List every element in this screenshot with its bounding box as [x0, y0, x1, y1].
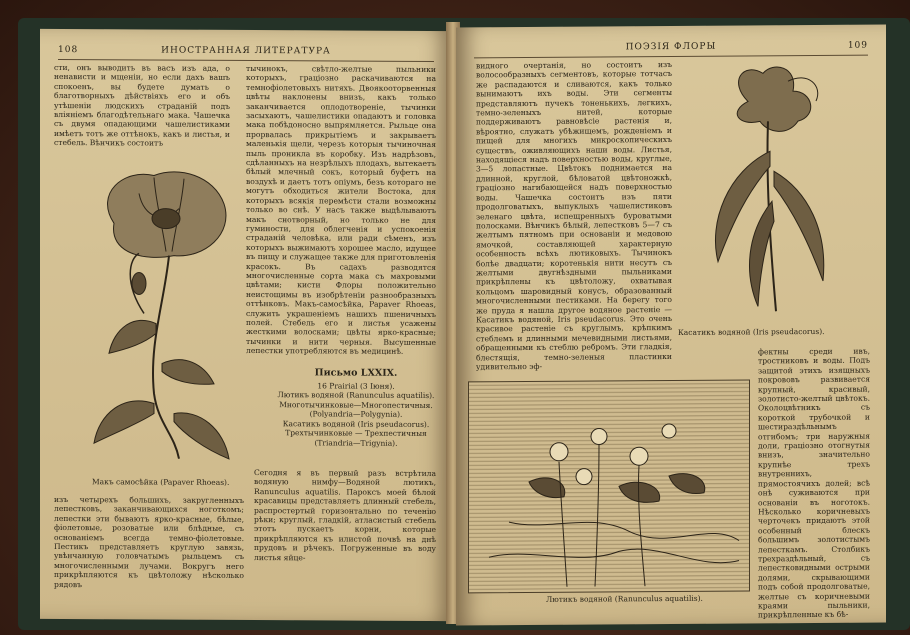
- left-col-a-bottom: [54, 495, 244, 608]
- paragraph: фектны среди ивъ, тростниковъ и воды. Подъ защитой этихъ изящныхъ покрововъ развивается крупный, красивый, золотисто-желтый цвѣтокъ. Околоцвѣтникъ съ короткой трубочкой и шестираздѣльнымъ отгибомъ; три наружныя доли, граціозно отогнутыя внизъ, значительно крупнѣе трехъ внутреннихъ, прямостоячихъ долей; всѣ онѣ суживаются при основаніи въ ноготокъ. Нѣсколько коричневыхъ черточекъ придаютъ этой особенный блескъ большимъ золотистымъ лепесткамъ. Столбикъ трехраздѣльный, съ лепестковидными острыми долями, скрывающими подъ собой продолговатые, желтые съ коричневыми краями пыльники, прикрѣпленные къ бѣ-: [758, 346, 870, 620]
- letter-line-3: Касатикъ водяной (Iris pseudacorus).: [282, 418, 430, 429]
- page-number: 108: [58, 45, 79, 56]
- right-col-main: [476, 60, 672, 375]
- paragraph: тычинокъ, свѣтло-желтые пыльники которыхъ, граціозно раскачиваются на темнофіолетовыхъ нитяхъ. Двоякооторвенныя цвѣты наклонены внизъ, какъ только заканчивается оплодотвореніе, тычинки засыхаютъ, чашелистики опадаютъ и головка мака побѣдоносно выпрямляется. Рыльце она прорвалась прикрытіемъ и закрываетъ маленькія щели, черезъ которыя тычиночная пыль проникла въ коробку. Изъ надрѣзовъ, сдѣланныхъ на незрѣлыхъ плодахъ, вытекаетъ бѣлый млечный сокъ, который буфетъ на воздухѣ и даетъ тотъ опіумъ, безъ котораго не могутъ обходиться жители Востока, для которыхъ всякія перемѣсти стали возможны только во снѣ. У насъ также выдѣлываютъ макъ снотворный, но только не для гуминости, для облегченія и успокоенія страданій человѣка, или ради сѣменъ, изъ которыхъ выжимаютъ хорошее масло, идущее въ пищу и служащее также для приготовленія красокъ. Въ садахъ разводятся многочисленные сорта мака съ махровыми цвѣтами; кисти Флоры положительно неистощимы въ изобрѣтеніи разнообразныхъ оттѣнковъ. Макъ-самосѣйка, Papaver Rhoeas, служить украшеніемъ нашихъ пшеничныхъ полей. Стебель его и листья усажены жесткими волосками; цвѣты ярко-красные; тычинки и нити черныя. Высушенные лепестки употребляются въ медицинѣ.: [246, 64, 436, 357]
- paragraph: изъ четырехъ большихъ, закругленныхъ лепестковъ, заканчивающихся ноготкомъ; лепестки эти бываютъ ярко-красные, бѣлые, фіолетовые, розоватые или блѣдные, съ основаніемъ всегда темно-фіолетовые. Пестикъ представляетъ круглую завязь, увѣнчанную головчатымъ рыльцемъ съ многочисленными лучами. Вокругъ него прикрѣпляются къ цвѣтоложу нѣсколько рядовъ: [54, 494, 244, 589]
- paragraph: видного очертанія, но состоитъ изъ волосообразныхъ сегментовъ, которые тотчасъ же распадаются и сливаются, какъ только вынимаютъ ихъ воды. Эти сегменты представляютъ пучекъ тоненькихъ, легкихъ, темно-зеленыхъ нитей, которые поддерживаютъ равновѣсіе растенія и, вѣроятно, служатъ убѣжищемъ, рожденіемъ и пищей для многихъ микроскопическихъ существъ, оживляющихъ наши воды. Листья, находящіеся надъ поверхностью воды, круглые, 3—5 лопастные. Цвѣтокъ поднимается на длинной, круглой, бѣловатой цвѣтоножкѣ, граціозно нагибающейся надъ поверхностью воды. Чашечка состоитъ изъ пяти продолговатыхъ, выпуклыхъ чашелистиковъ зеленаго цвѣта, испещренныхъ буроватыми полосками. Вѣнчикъ бѣлый, лепестковъ 5—7 съ желтымъ пятномъ при основаніи и медовою ямочкой, составляющей характерную особенность всѣхъ лютиковыхъ. Тычинокъ болѣе двадцати; коротенькія нити несутъ съ желтыми двугнѣздными пыльниками прикрѣплены къ цвѣтоложу, охватывая кольцомъ шаровидный конусъ, образованный многочисленными пестиками. На берегу того же пруда я нашла другое водяное растеніе — Касатикъ водяной, Iris pseudacorus. Это очень красивое растеніе съ круглымъ, крѣпкимъ стеблемъ и длинными мечевидными листьями, обращенными къ стеблю ребромъ. Эти гладкія, блестящія, темно-зеленыя пластинки удивительно эф-: [476, 59, 672, 372]
- poppy-illustration: [84, 163, 242, 470]
- running-title: ИНОСТРАННАЯ ЛИТЕРАТУРА: [161, 45, 331, 57]
- left-page-header: [58, 45, 434, 62]
- letter-line-1: Лютикъ водяной (Ranunculus aquatilis).: [277, 390, 435, 400]
- engraving-caption: Лютикъ водяной (Ranunculus aquatilis).: [546, 593, 703, 604]
- water-buttercup-engraving: [468, 379, 750, 593]
- iris-illustration: [688, 61, 858, 322]
- letter-line-2: Многотычинковые—Многопестичныя. (Polyandria—Polygynia).: [279, 399, 433, 419]
- letter-title: Письмо LXXIX.: [314, 367, 398, 379]
- right-page: [456, 24, 886, 625]
- letter-heading: [276, 368, 436, 448]
- poppy-caption: Макъ самосѣйка (Papaver Rhoeas).: [92, 477, 230, 487]
- letter-date: 16 Prairial (3 Iюня).: [317, 380, 395, 391]
- right-page-header: [474, 41, 868, 59]
- page-number: 109: [847, 40, 868, 51]
- paragraph: Сегодня я въ первый разъ встрѣтила водяную нимфу—Водяной лютикъ, Ranunculus aquatilis. Пароксъ моей бѣлой красавицы представляетъ длинный стебель, распростертый горизонтально по теченію рѣки; круглый, гладкій, атласистый стебель этотъ пускаетъ корни, которые прикрѣпляются къ илистой почвѣ на днѣ прудовъ и рѣчекъ. Погруженные въ воду листья яйце-: [254, 468, 436, 562]
- iris-caption: Касатикъ водяной (Iris pseudacorus).: [678, 326, 825, 337]
- engraving-plants: [469, 380, 749, 592]
- left-col-b-bottom: [254, 468, 436, 609]
- paragraph: сти, онъ выводить въ васъ изъ ада, о ненависти и мщеніи, но если дахъ вашъ спокоенъ, вы будете думать о благотворныхъ дѣйствіяхъ его и объ утѣшеніи людскихъ страданій подъ вліяніемъ благодѣтельнаго мака. Чашечка съ двумя опадающими чашелистиками имѣетъ тотъ же оттѣнокъ, какъ и листья, и стебель. Вѣнчикъ состоитъ: [54, 62, 230, 148]
- left-col-b: [246, 64, 436, 365]
- right-col-side: [758, 346, 870, 620]
- running-title: ПОЭЗІЯ ФЛОРЫ: [625, 41, 717, 53]
- left-col-a-top: [54, 63, 230, 158]
- left-page: [40, 29, 452, 621]
- letter-line-4: Трехтычинковые — Трехпестичныя (Triandria—Trigynia).: [285, 428, 427, 448]
